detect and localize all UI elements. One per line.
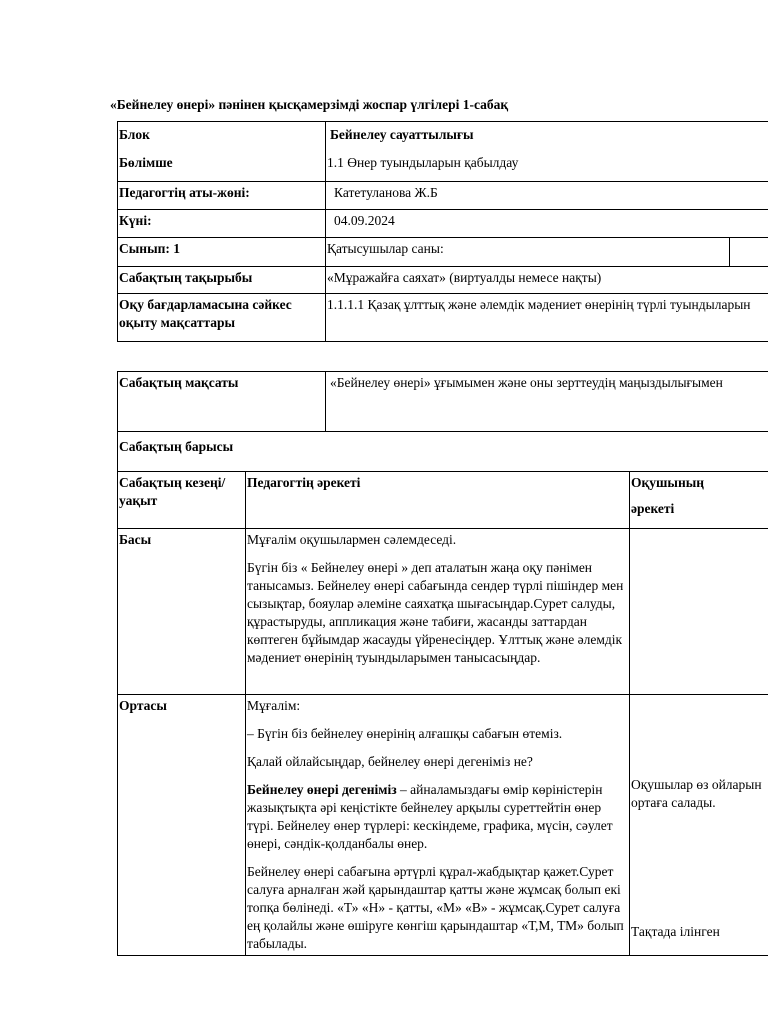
date-value: 04.09.2024	[326, 210, 768, 238]
row-block-section	[118, 122, 768, 182]
row-goal	[118, 372, 768, 432]
middle-teacher-text-3: Қалай ойлайсыңдар, бейнелеу өнері дегеніміз не?	[247, 754, 533, 769]
section-label: Бөлімше	[119, 155, 173, 170]
participants-label: Қатысушылар саны:	[326, 238, 730, 267]
block-section-value-cell	[326, 122, 768, 182]
block-value: Бейнелеу сауаттылығы	[330, 127, 474, 142]
row-objectives	[118, 294, 768, 342]
row-date	[118, 210, 768, 238]
middle-teacher-text-2: – Бүгін біз бейнелеу өнерінің алғашқы сабағын өтеміз.	[247, 726, 563, 741]
middle-stage-cell: Ортасы	[118, 695, 246, 956]
row-middle	[118, 695, 768, 956]
middle-teacher-text-5: Бейнелеу өнері сабағына әртүрлі құрал-жабдықтар қажет.Сурет салуға арналған жәй қарындаштар қатты және жұмсақ болып екі топқа бөлінеді. «Т» «Н» - қатты, «М» «В» - жұмсақ.Сурет салуға ең қолайлы және өшіруге көнгіш қарындаштар «Т,М, ТМ» болып табылады.	[247, 864, 624, 951]
row-teacher	[118, 182, 768, 210]
date-label: Күні:	[118, 210, 326, 238]
middle-teacher-text-1: Мұғалім:	[247, 698, 301, 713]
definition-term: Бейнелеу өнері дегеніміз	[247, 782, 397, 797]
middle-student-cell	[630, 695, 768, 956]
block-label: Блок	[119, 127, 150, 142]
start-student-cell	[630, 529, 768, 695]
block-section-label-cell	[118, 122, 326, 182]
start-stage-cell: Басы	[118, 529, 246, 695]
row-class	[118, 238, 768, 267]
topic-label: Сабақтың тақырыбы	[118, 267, 326, 294]
topic-value: «Мұражайға саяхат» (виртуалды немесе нақты)	[326, 267, 768, 294]
objectives-value: 1.1.1.1 Қазақ ұлттық және әлемдік мәдениет өнерінің түрлі туындыларын	[326, 294, 768, 342]
teacher-value: Катетуланова Ж.Б	[326, 182, 768, 210]
row-start	[118, 529, 768, 695]
lesson-plan-table	[117, 371, 768, 956]
middle-student-text-1: Оқушылар өз ойларын ортаға салады.	[631, 777, 762, 810]
start-teacher-cell	[246, 529, 630, 695]
row-topic	[118, 267, 768, 294]
class-label: Сынып: 1	[118, 238, 326, 267]
goal-value: «Бейнелеу өнері» ұғымымен және оны зерттеудің маңыздылығымен	[326, 372, 768, 432]
document-title: «Бейнелеу өнері» пәнінен қысқамерзімді жоспар үлгілері 1-сабақ	[110, 97, 509, 112]
goal-label: Сабақтың мақсаты	[118, 372, 326, 432]
participants-value	[730, 238, 768, 267]
progress-label: Сабақтың барысы	[118, 432, 768, 472]
col-stage-header: Сабақтың кезеңі/ уақыт	[118, 472, 246, 529]
lesson-info-table	[117, 121, 768, 342]
section-value: 1.1 Өнер туындыларын қабылдау	[327, 155, 519, 170]
definition-text: – айналамыздағы өмір көріністерін жазықтықта әрі кеңістікте бейнелеу арқылы суреттейтін өнер түрі. Бейнелеу өнер түрлері: кескіндеме, графика, мүсін, сәулет өнері, сәндік-қолданбалы өнер.	[247, 782, 613, 851]
col-student-header-line-2: әрекеті	[631, 501, 675, 516]
objectives-label: Оқу бағдарламасына сәйкес оқыту мақсаттары	[118, 294, 326, 342]
col-teacher-header: Педагогтің әрекеті	[246, 472, 630, 529]
col-student-header	[630, 472, 768, 529]
row-progress	[118, 432, 768, 472]
teacher-label: Педагогтің аты-жөні:	[118, 182, 326, 210]
middle-teacher-text-4	[247, 781, 629, 853]
start-teacher-text-1: Мұғалім оқушылармен сәлемдеседі.	[247, 532, 457, 547]
middle-teacher-cell	[246, 695, 630, 956]
start-teacher-text-2: Бүгін біз « Бейнелеу өнері » деп аталатын жаңа оқу пәнімен танысамыз. Бейнелеу өнері сабағында сендер түрлі пішіндер мен сызықтар, бояулар әлеміне саяхатқа шығасыңдар.Сурет салуды, құрастыруды, аппликация және табиғи, жасанды заттардан көптеген бұйымдар жасауды үйренесіңдер. Ұлттық және әлемдік мәдениет өнерінің туындыларымен танысасыңдар.	[247, 560, 624, 665]
col-student-header-line-1: Оқушының	[631, 475, 705, 490]
row-column-headers	[118, 472, 768, 529]
middle-student-text-2: Тақтада ілінген	[631, 924, 720, 939]
